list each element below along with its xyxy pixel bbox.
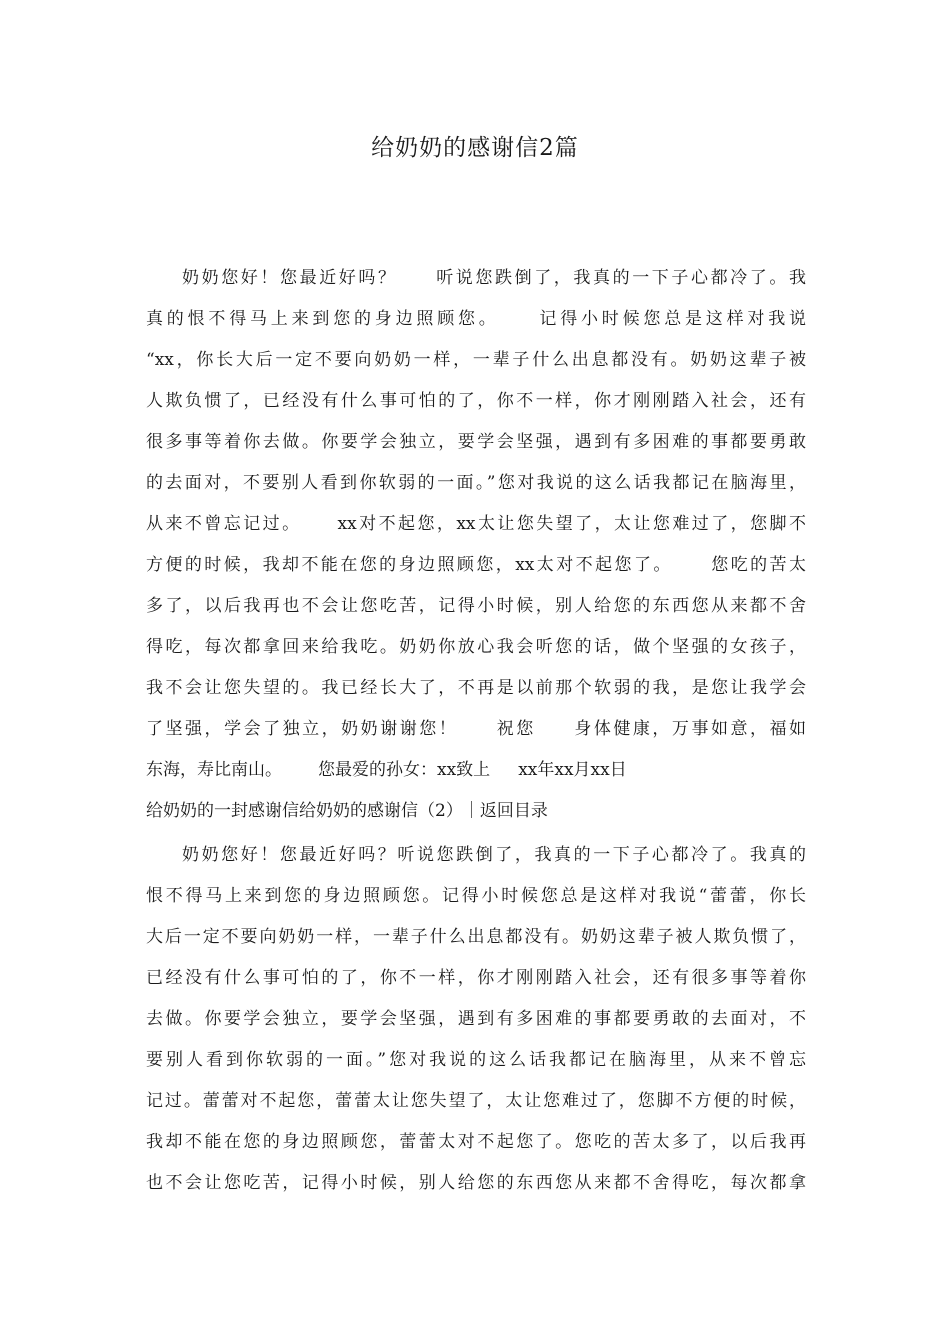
letter-1-line: 我不会让您失望的。我已经长大了，不再是以前那个软弱的我，是您让我学会: [146, 678, 806, 698]
letter-1-line: 很多事等着你去做。你要学会独立，要学会坚强，遇到有多困难的事都要勇敢: [146, 432, 806, 452]
letter-2-line: 奶奶您好！您最近好吗？听说您跌倒了，我真的一下子心都冷了。我真的: [182, 845, 806, 865]
letter-1: [146, 258, 806, 832]
letter-2-line: 记过。蕾蕾对不起您，蕾蕾太让您失望了，太让您难过了，您脚不方便的时候，: [146, 1091, 806, 1111]
letter-1-line: 了坚强，学会了独立，奶奶谢谢您！ 祝您 身体健康，万事如意，福如: [146, 719, 807, 739]
letter-1-line: 从来不曾忘记过。 xx对不起您，xx太让您失望了，太让您难过了，您脚不: [146, 514, 807, 534]
letter-1-line: 方便的时候，我却不能在您的身边照顾您，xx太对不起您了。 您吃的苦太: [146, 555, 806, 575]
letter-1-line: 得吃，每次都拿回来给我吃。奶奶你放心我会听您的话，做个坚强的女孩子，: [146, 637, 806, 657]
letter-1-line: 真的恨不得马上来到您的身边照顾您。 记得小时候您总是这样对我说: [146, 309, 807, 329]
letter-1-line: 多了，以后我再也不会让您吃苦，记得小时候，别人给您的东西您从来都不舍: [146, 596, 806, 616]
letter-2-line: 已经没有什么事可怕的了，你不一样，你才刚刚踏入社会，还有很多事等着你: [146, 968, 806, 988]
letter-2-line: 要别人看到你软弱的一面。”您对我说的这么话我都记在脑海里，从来不曾忘: [146, 1050, 806, 1070]
letter-2-line: 我却不能在您的身边照顾您，蕾蕾太对不起您了。您吃的苦太多了，以后我再: [146, 1132, 806, 1152]
letter-2-line: 大后一定不要向奶奶一样，一辈子什么出息都没有。奶奶这辈子被人欺负惯了，: [146, 927, 806, 947]
letter-2: [146, 835, 806, 1204]
letter-2-line: 恨不得马上来到您的身边照顾您。记得小时候您总是这样对我说“蕾蕾，你长: [146, 886, 806, 906]
letter-1-line: 东海，寿比南山。 您最爱的孙女：xx致上 xx年xx月xx日: [146, 760, 627, 780]
letter-1-line: 的去面对，不要别人看到你软弱的一面。”您对我说的这么话我都记在脑海里，: [146, 473, 806, 493]
document-title: 给奶奶的感谢信2篇: [371, 135, 579, 161]
letter-2-line: 去做。你要学会独立，要学会坚强，遇到有多困难的事都要勇敢的去面对，不: [146, 1009, 806, 1029]
letter-1-line: 奶奶您好！您最近好吗？ 听说您跌倒了，我真的一下子心都冷了。我: [182, 268, 807, 288]
letter-1-line: 人欺负惯了，已经没有什么事可怕的了，你不一样，你才刚刚踏入社会，还有: [146, 391, 806, 411]
return-to-contents-link[interactable]: 给奶奶的一封感谢信给奶奶的感谢信（2）｜返回目录: [146, 801, 548, 821]
letter-2-line: 也不会让您吃苦，记得小时候，别人给您的东西您从来都不舍得吃，每次都拿: [146, 1173, 806, 1193]
letter-1-line: “xx，你长大后一定不要向奶奶一样，一辈子什么出息都没有。奶奶这辈子被: [146, 350, 806, 370]
